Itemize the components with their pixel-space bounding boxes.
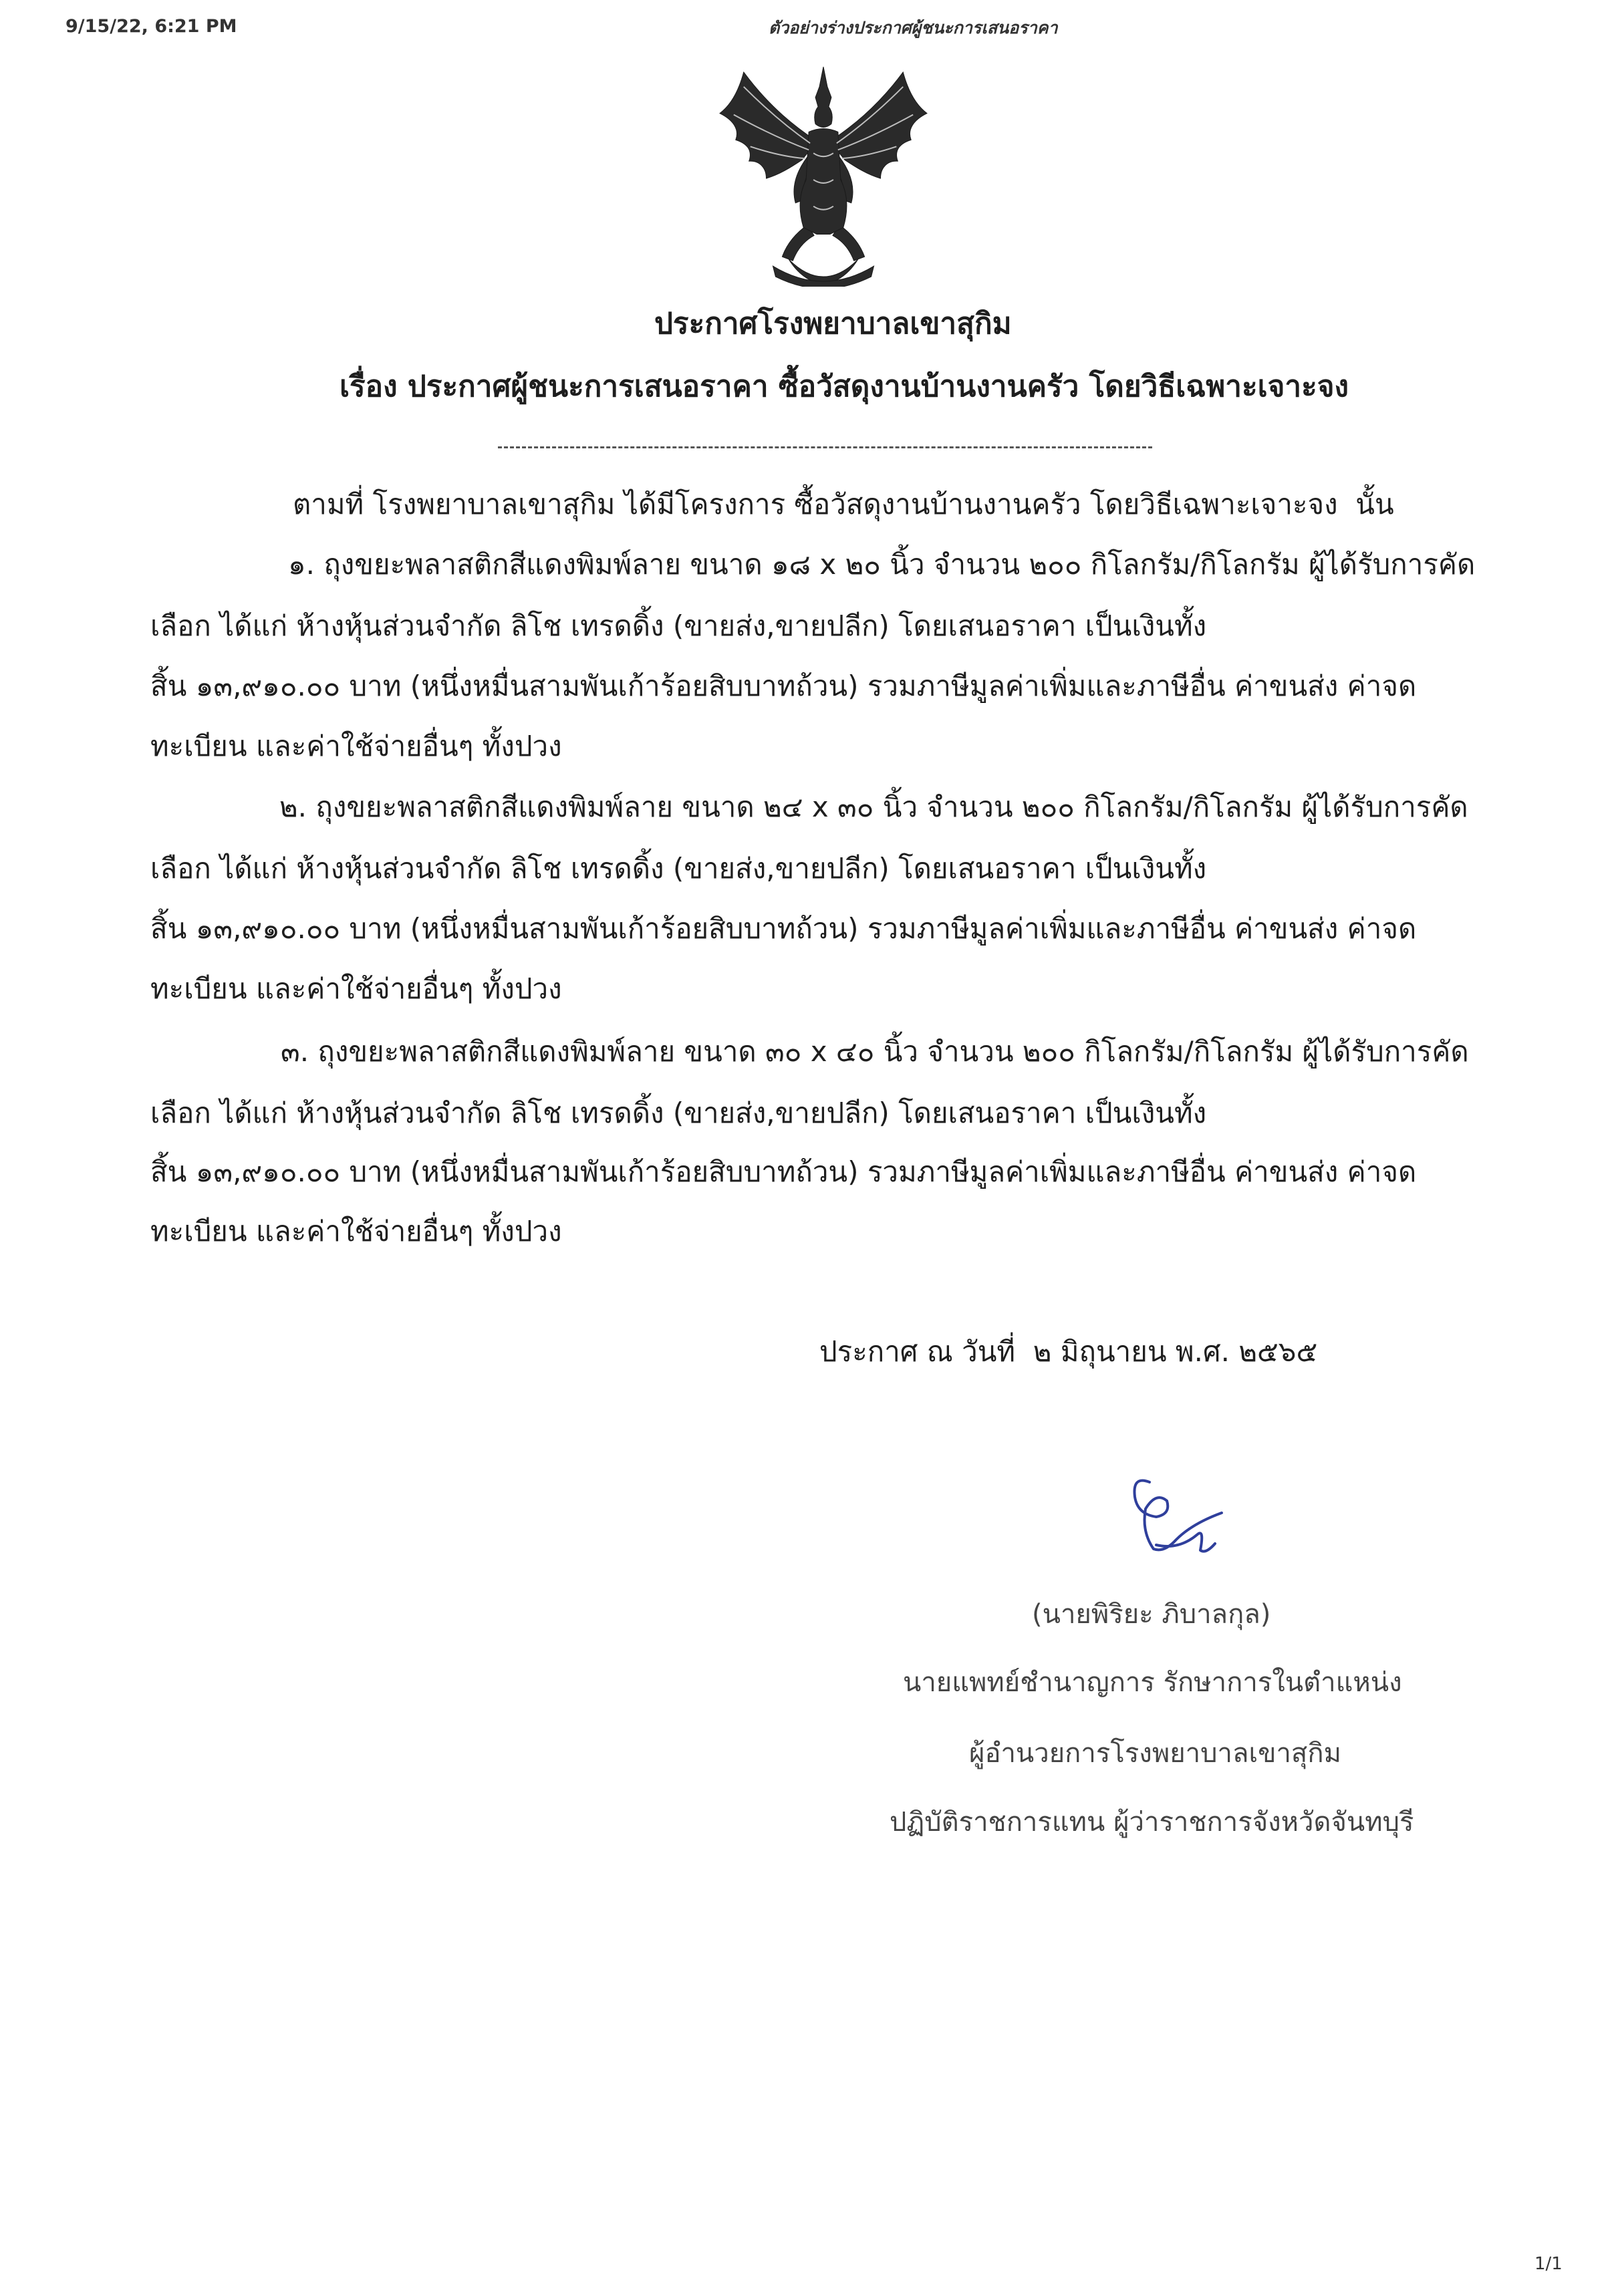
item-3-line-3: สิ้น ๑๓,๙๑๐.๐๐ บาท (หนึ่งหมื่นสามพันเก้าร้อยสิบบาทถ้วน) รวมภาษีมูลค่าเพิ่มและภาษีอื่น ค่าขนส่ง ค่าจด	[150, 1155, 1417, 1188]
announcement-title: ประกาศโรงพยาบาลเขาสุกิม	[654, 307, 1012, 341]
intro-paragraph: ตามที่ โรงพยาบาลเขาสุกิม ได้มีโครงการ ซื้อวัสดุงานบ้านงานครัว โดยวิธีเฉพาะเจาะจง นั้น	[293, 488, 1394, 521]
item-3-line-2: เลือก ได้แก่ ห้างหุ้นส่วนจำกัด ลิโช เทรดดิ้ง (ขายส่ง,ขายปลีก) โดยเสนอราคา เป็นเงินทั้ง	[150, 1097, 1207, 1129]
item-1-line-4: ทะเบียน และค่าใช้จ่ายอื่นๆ ทั้งปวง	[150, 730, 562, 762]
separator-line	[498, 446, 1152, 448]
signatory-position: นายแพทย์ชำนาญการ รักษาการในตำแหน่ง	[903, 1667, 1402, 1698]
item-2-line-2: เลือก ได้แก่ ห้างหุ้นส่วนจำกัด ลิโช เทรดดิ้ง (ขายส่ง,ขายปลีก) โดยเสนอราคา เป็นเงินทั้ง	[150, 852, 1207, 885]
announcement-subject: เรื่อง ประกาศผู้ชนะการเสนอราคา ซื้อวัสดุงานบ้านงานครัว โดยวิธีเฉพาะเจาะจง	[340, 370, 1349, 404]
item-2-line-3: สิ้น ๑๓,๙๑๐.๐๐ บาท (หนึ่งหมื่นสามพันเก้าร้อยสิบบาทถ้วน) รวมภาษีมูลค่าเพิ่มและภาษีอื่น ค่าขนส่ง ค่าจด	[150, 912, 1417, 945]
announcement-date: ประกาศ ณ วันที่ ๒ มิถุนายน พ.ศ. ๒๕๖๕	[819, 1335, 1318, 1368]
item-1-line-3: สิ้น ๑๓,๙๑๐.๐๐ บาท (หนึ่งหมื่นสามพันเก้าร้อยสิบบาทถ้วน) รวมภาษีมูลค่าเพิ่มและภาษีอื่น ค่าขนส่ง ค่าจด	[150, 670, 1417, 702]
signatory-name: (นายพิริยะ ภิบาลกุล)	[1032, 1599, 1271, 1630]
item-2-line-1: ๒. ถุงขยะพลาสติกสีแดงพิมพ์ลาย ขนาด ๒๔ x ๓๐ นิ้ว จำนวน ๒๐๐ กิโลกรัม/กิโลกรัม ผู้ได้รับการคัด	[279, 791, 1468, 823]
print-timestamp: 9/15/22, 6:21 PM	[65, 16, 237, 37]
item-1-line-1: ๑. ถุงขยะพลาสติกสีแดงพิมพ์ลาย ขนาด ๑๘ x ๒๐ นิ้ว จำนวน ๒๐๐ กิโลกรัม/กิโลกรัม ผู้ได้รับการคัด	[288, 548, 1476, 581]
item-2-line-4: ทะเบียน และค่าใช้จ่ายอื่นๆ ทั้งปวง	[150, 972, 562, 1005]
signatory-acting-on-behalf: ปฏิบัติราชการแทน ผู้ว่าราชการจังหวัดจันทบุรี	[890, 1807, 1414, 1838]
page-number: 1/1	[1534, 2254, 1563, 2274]
print-document-title: ตัวอย่างร่างประกาศผู้ชนะการเสนอราคา	[769, 18, 1058, 37]
garuda-emblem	[717, 66, 930, 287]
signatory-role: ผู้อำนวยการโรงพยาบาลเขาสุกิม	[969, 1738, 1341, 1769]
item-3-line-4: ทะเบียน และค่าใช้จ่ายอื่นๆ ทั้งปวง	[150, 1215, 562, 1248]
item-3-line-1: ๓. ถุงขยะพลาสติกสีแดงพิมพ์ลาย ขนาด ๓๐ x ๔๐ นิ้ว จำนวน ๒๐๐ กิโลกรัม/กิโลกรัม ผู้ได้รับการคัด	[281, 1035, 1469, 1068]
item-1-line-2: เลือก ได้แก่ ห้างหุ้นส่วนจำกัด ลิโช เทรดดิ้ง (ขายส่ง,ขายปลีก) โดยเสนอราคา เป็นเงินทั้ง	[150, 609, 1207, 642]
handwritten-signature	[1115, 1470, 1235, 1570]
